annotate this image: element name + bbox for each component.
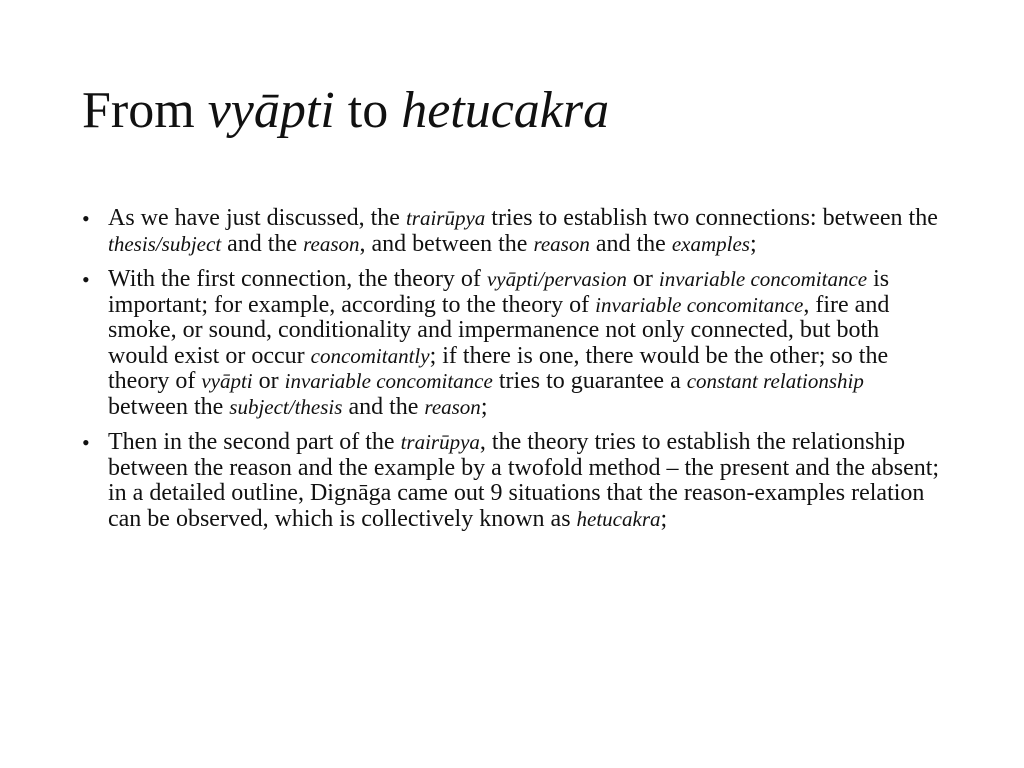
bullet-2-seg-2: or <box>626 266 659 292</box>
bullet-3-seg-4: ; <box>660 505 668 532</box>
bullet-1-seg-9: examples <box>671 231 750 256</box>
bullet-2-seg-5: invariable concomitance <box>595 292 804 317</box>
bullet-2-seg-3: invariable concomitance <box>658 267 868 291</box>
bullet-2-seg-10: or <box>252 368 285 394</box>
title-text-to: to <box>334 82 402 139</box>
bullet-2-seg-7: concomitantly <box>310 343 430 368</box>
slide-title <box>82 82 609 139</box>
bullet-1-seg-3: thesis/subject <box>108 231 222 256</box>
bullet-1-seg-5: reason <box>303 231 360 256</box>
bullet-1-seg-6: , and between the <box>359 230 534 257</box>
bullet-1-seg-0: As we have just discussed, the <box>108 205 406 231</box>
bullet-2-seg-16: and the <box>342 393 425 420</box>
title-text-from: From <box>82 82 208 139</box>
bullet-2-seg-9: vyāpti <box>201 369 253 393</box>
title-term-hetucakra: hetucakra <box>401 82 610 139</box>
bullet-2-seg-4: is important; for example, according to the theory of <box>108 266 890 318</box>
bullet-1-seg-8: and the <box>589 230 672 257</box>
bullet-item-2 <box>82 267 942 420</box>
bullet-2-seg-12: tries to guarantee a <box>492 368 687 394</box>
bullet-item-1 <box>82 206 942 257</box>
bullet-2-seg-6: , fire and smoke, or sound, conditionality and impermanence not only connected, but both would exist or occur <box>108 291 890 369</box>
bullet-2-seg-18: ; <box>480 393 488 420</box>
bullet-2-seg-0: With the first connection, the theory of <box>108 266 487 292</box>
bullet-2-seg-13: constant relationship <box>686 369 864 393</box>
bullet-1-seg-4: and the <box>221 230 304 257</box>
bullet-3-seg-0: Then in the second part of the <box>108 429 401 455</box>
bullet-2-seg-1: vyāpti/pervasion <box>486 267 627 291</box>
bullet-3-seg-1: trairūpya <box>400 430 480 454</box>
bullet-2-seg-11: invariable concomitance <box>284 369 493 393</box>
title-term-vyapti: vyāpti <box>207 82 335 139</box>
bullet-3-seg-3: hetucakra <box>576 506 661 531</box>
bullet-2-seg-15: subject/thesis <box>229 394 343 419</box>
bullet-list <box>82 206 942 542</box>
bullet-2-seg-14: between the <box>108 393 230 420</box>
bullet-1-seg-7: reason <box>533 231 590 256</box>
bullet-1-seg-10: ; <box>749 230 757 257</box>
bullet-2-seg-17: reason <box>424 394 481 419</box>
bullet-1-seg-1: trairūpya <box>405 206 486 230</box>
bullet-2-seg-8: ; if there is one, there would be the other; so the theory of <box>108 342 889 394</box>
bullet-1-seg-2: tries to establish two connections: between the <box>485 205 938 231</box>
bullet-item-3 <box>82 430 942 532</box>
bullet-3-seg-2: , the theory tries to establish the relationship between the reason and the example by a twofold method – the present and the absent; in a detailed outline, Dignāga came out 9 situations that the reason-examples relation can be observed, which is collectively known as <box>108 429 940 532</box>
